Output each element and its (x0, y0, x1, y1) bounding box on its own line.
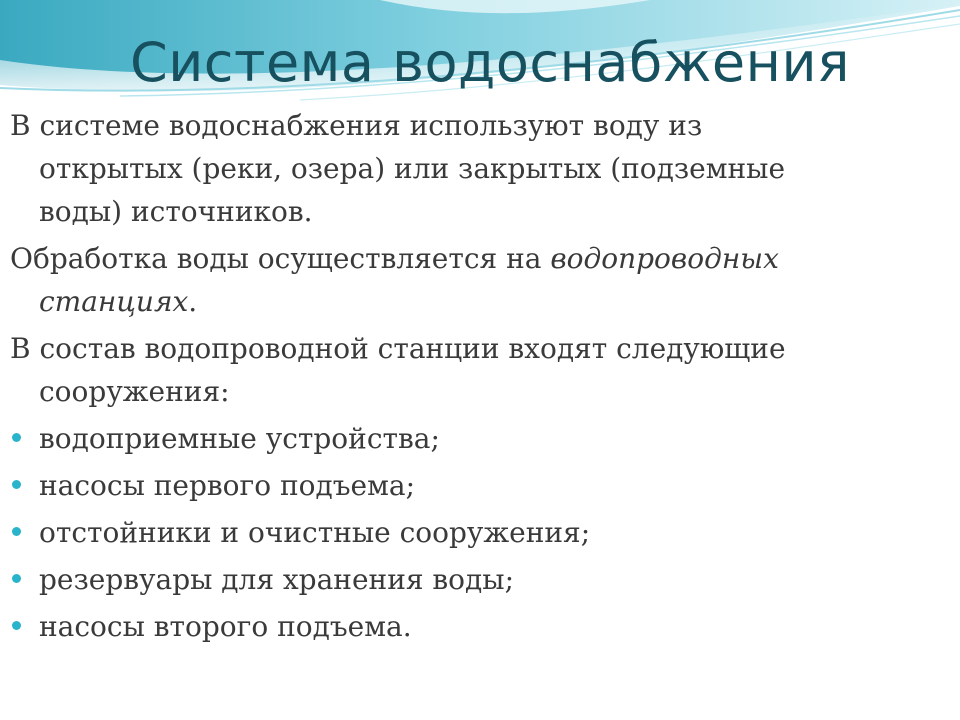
slide-content (10, 104, 850, 652)
paragraph-text: Обработка воды осуществляется на (10, 242, 551, 275)
list-item (10, 417, 850, 460)
list-item-text: отстойники и очистные сооружения; (39, 516, 591, 549)
list-item-text: насосы первого подъема; (39, 469, 416, 502)
list-item (10, 605, 850, 648)
paragraph-water-sources: В системе водоснабжения используют воду из открытых (реки, озера) или закрытых (подземные воды) источников. (10, 109, 786, 228)
facility-list (10, 417, 850, 648)
list-item-text: водоприемные устройства; (39, 422, 440, 455)
list-item-text: резервуары для хранения воды; (39, 563, 515, 596)
paragraph-station-composition: В состав водопроводной станции входят следующие сооружения: (10, 332, 786, 408)
bullet-icon (12, 480, 21, 489)
emphasis-water-stations: водопроводных станциях (39, 242, 779, 318)
bullet-icon (12, 621, 21, 630)
bullet-icon (12, 527, 21, 536)
list-item (10, 558, 850, 601)
list-item (10, 464, 850, 507)
paragraph-end: . (188, 285, 198, 318)
bullet-icon (12, 574, 21, 583)
list-item (10, 511, 850, 554)
paragraph-water-treatment (10, 237, 850, 323)
slide-title: Система водоснабжения (130, 31, 851, 94)
list-item-text: насосы второго подъема. (39, 610, 412, 643)
bullet-icon (12, 433, 21, 442)
